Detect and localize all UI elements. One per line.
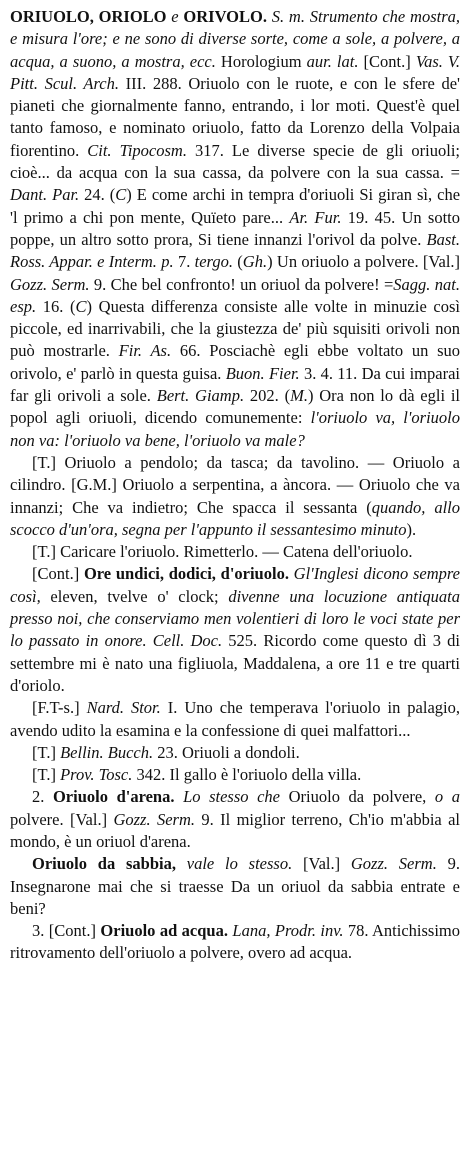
text-segment: Gl'Inglesi dicono sempre così,: [10, 564, 460, 606]
text-segment: 24. (: [79, 185, 116, 205]
text-segment: 202. (: [244, 386, 291, 406]
text-segment: 3. 4. 11. Da cui imparai far gli orivoli a sole.: [10, 363, 460, 406]
text-segment: 525. Ricordo come questo dì 3 di settembre mi è nato una figliuola, Maddalena, a ore 11 e tre quarti d'oriolo.: [10, 631, 460, 695]
paragraph-sense-3: [10, 920, 460, 965]
text-segment: 9. Insegnarone mai che si traesse Da un oriuol da sabbia entrate e beni?: [10, 854, 461, 918]
text-segment: [F.T-s.]: [32, 698, 87, 718]
text-segment: 23. Oriuoli a dondoli.: [153, 742, 300, 762]
text-segment: vale lo stesso.: [175, 854, 293, 874]
text-segment: Oriuolo d'arena.: [52, 787, 175, 807]
text-segment: ) Un oriuolo a polvere. [Val.]: [267, 252, 461, 272]
text-segment: Vas. V. Pitt. Scul. Arch.: [10, 51, 460, 93]
text-segment: 78. Antichissimo ritrovamento dell'oriuolo a polvere, overo ad acqua.: [10, 921, 461, 963]
text-segment: Lo stesso che: [174, 787, 281, 807]
text-segment: Nard. Stor.: [86, 698, 161, 718]
text-segment: Cell. Doc.: [152, 631, 223, 651]
text-segment: ) Ora non lo dà egli il popol agli oriuoli, dicendo comunemente:: [10, 386, 461, 428]
text-segment: Bert. Giamp.: [156, 386, 245, 406]
paragraph-caricare: [10, 541, 460, 563]
text-segment: [T.] Caricare l'oriuolo. Rimetterlo. — Catena dell'oriuolo.: [32, 542, 413, 562]
entry-paragraph: [10, 6, 460, 452]
text-segment: l'oriuolo va, l'oriuolo non va: l'oriuolo va bene, l'oriuolo va male?: [10, 408, 461, 450]
text-segment: 7.: [173, 252, 195, 272]
text-segment: [Cont.]: [32, 564, 84, 584]
text-segment: 9. Il miglior terreno, Ch'io m'abbia al mondo, è un oriuol d'arena.: [10, 809, 461, 851]
text-segment: I. Uno che temperava l'oriuolo in palagio, avendo udito la esamina e la confessione di quei malfattori...: [10, 698, 460, 740]
paragraph-ore-undici: [10, 563, 460, 697]
text-segment: ) E come archi in tempra d'oriuoli Si giran sì, che 'l primo a chi pon mente, Quïeto pare...: [10, 185, 461, 227]
text-segment: Oriuolo da polvere,: [280, 787, 435, 807]
text-segment: Oriuolo ad acqua.: [100, 921, 228, 941]
text-segment: Cit. Tipocosm.: [87, 140, 187, 160]
text-segment: [T.]: [32, 765, 61, 785]
text-segment: C: [115, 185, 127, 205]
text-segment: 317. Le diverse specie de gli oriuoli; cioè... da acqua con la sua cassa, da polvere con la sua cassa. =: [10, 140, 460, 183]
text-segment: S. m. Strumento che mostra, e misura l'ore; e ne sono di diverse sorte, come a sole, a polvere, a acqua, a suono, a mostra, ecc.: [10, 7, 460, 71]
text-segment: Prov. Tosc.: [60, 765, 133, 785]
text-segment: [T.]: [32, 742, 61, 762]
text-segment: Oriuolo da sabbia,: [32, 854, 176, 874]
paragraph-sense-2: [10, 786, 460, 853]
paragraph-sabbia: [10, 853, 460, 920]
text-segment: Gozz. Serm.: [113, 809, 196, 829]
text-segment: divenne una locuzione antiquata presso noi, che conserviamo men volentieri di loro le voci state per lo passato in onore.: [10, 586, 460, 651]
text-segment: [T.] Oriuolo a pendolo; da tasca; da tavolino. — Oriuolo a cilindro. [G.M.] Oriuolo a serpentina, a àncora. — Oriuolo che va innanzi; Che va indietro; Che spacca il sessanta (: [10, 452, 460, 517]
text-segment: C: [75, 296, 87, 316]
text-segment: 342. Il gallo è l'oriuolo della villa.: [132, 765, 362, 785]
text-segment: III. 288. Oriuolo con le ruote, e con le sfere de' pianeti che giornalmente fanno, entrando, i lor moti. Quest'è quel tanto famoso, e nominato oriuolo, fatto da Lorenzo della Volpaia fiorentino.: [10, 73, 461, 160]
paragraph-nard-stor: [10, 697, 460, 742]
text-segment: quando, allo scocco d'un'ora, segna per l'appunto il sessantesimo minuto: [10, 497, 461, 539]
text-segment: Gozz. Serm.: [350, 854, 437, 874]
paragraph-prov-tosc: [10, 764, 460, 786]
paragraph-oriuolo-types: [10, 452, 460, 541]
text-segment: aur. lat.: [306, 51, 359, 71]
text-segment: polvere. [Val.]: [10, 809, 114, 829]
text-segment: tergo.: [194, 252, 233, 272]
text-segment: e: [166, 7, 184, 26]
text-segment: Sagg. nat. esp.: [10, 274, 460, 316]
text-segment: M.: [290, 386, 308, 406]
text-segment: eleven, tvelve o' clock;: [40, 586, 229, 606]
text-segment: Gh.: [242, 252, 268, 272]
text-segment: ORIUOLO, ORIOLO: [10, 7, 167, 26]
text-segment: 66. Posciachè egli ebbe voltato un suo orivolo, e' parlò in questa guisa.: [10, 341, 460, 383]
text-segment: o a: [434, 787, 460, 807]
text-segment: 3. [Cont.]: [32, 921, 101, 941]
text-segment: 2.: [32, 787, 53, 807]
text-segment: Bellin. Bucch.: [60, 742, 154, 762]
text-segment: Bast. Ross. Appar. e Interm. p.: [10, 229, 460, 272]
text-segment: ORIVOLO.: [183, 7, 267, 26]
text-segment: Fir. As.: [118, 341, 172, 361]
text-segment: Ar. Fur.: [289, 207, 342, 227]
text-segment: [Val.]: [292, 854, 351, 874]
text-segment: Gozz. Serm.: [10, 274, 90, 294]
text-segment: ).: [406, 519, 417, 539]
text-segment: Ore undici, dodici, d'oriuolo.: [83, 564, 289, 584]
text-segment: (: [232, 252, 243, 272]
text-segment: ) Questa differenza consiste alle volte in minuzie così piccole, ed inarrivabili, che la giustezza de' più squisiti orivoli non può mostrarle.: [10, 296, 460, 361]
text-segment: 19. 45. Un sotto poppe, un altro sotto prora, Si tiene innanzi l'orivol da polve.: [10, 207, 460, 249]
text-segment: [Cont.]: [358, 51, 416, 71]
paragraph-bellin: [10, 742, 460, 764]
text-segment: Dant. Par.: [10, 185, 80, 205]
text-segment: Horologium: [215, 51, 307, 71]
text-segment: Lana, Prodr. inv.: [227, 921, 344, 941]
text-segment: 9. Che bel confronto! un oriuol da polvere! =: [89, 274, 394, 294]
text-segment: Buon. Fier.: [225, 363, 300, 383]
text-segment: 16. (: [36, 296, 76, 316]
